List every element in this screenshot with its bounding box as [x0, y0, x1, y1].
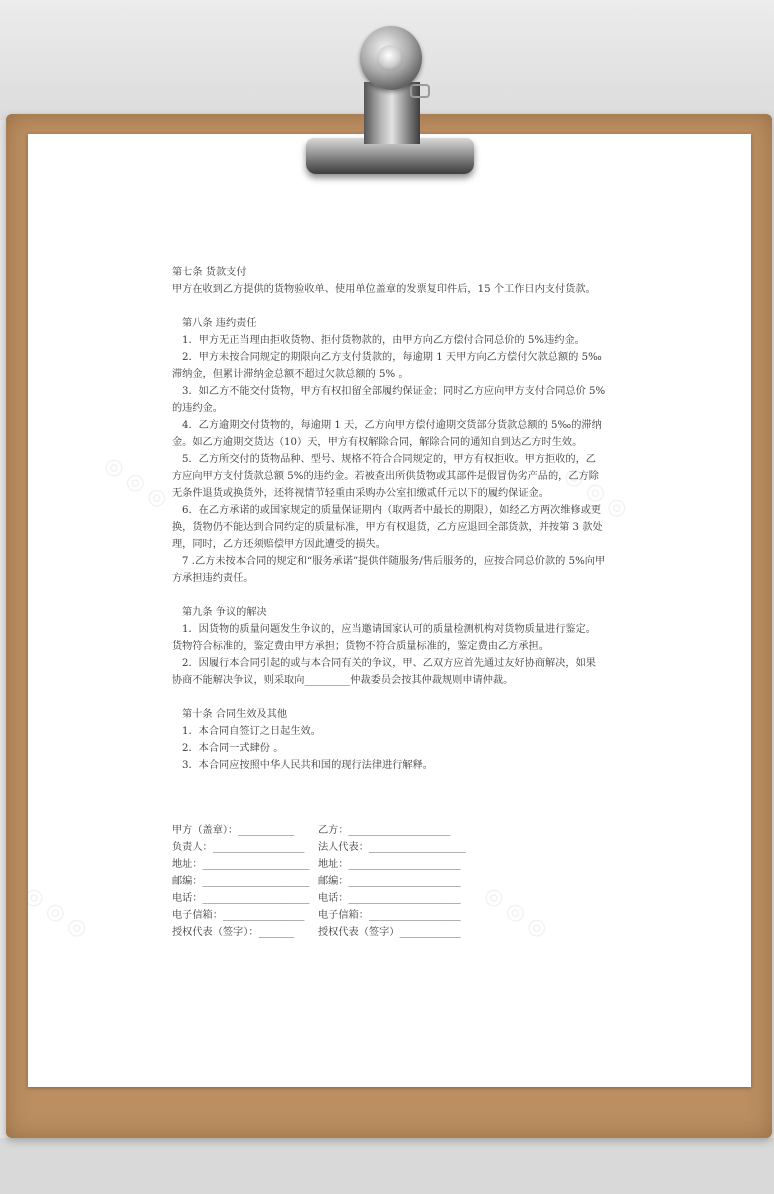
signature-row [172, 856, 606, 873]
party-b-phone-field: 电话：______________________ [318, 893, 461, 904]
article8-title: 第八条 违约责任 [182, 318, 257, 329]
party-b-address-field: 地址：______________________ [318, 859, 461, 870]
watermark-mark: ◎ ◎ ◎ [479, 881, 553, 944]
party-b-field: 乙方：____________________ [318, 825, 451, 836]
clip-hole [377, 45, 403, 71]
party-a-authorized-signature-field: 授权代表（签字）：_______ [172, 927, 295, 938]
article8-line: 2．甲方未按合同规定的期限向乙方支付货款的，每逾期 1 天甲方向乙方偿付欠款总额的 5‰滞纳金，但累计滞纳金总额不超过欠款总额的 5% 。 [172, 352, 602, 380]
party-a-seal-field: 甲方（盖章）：___________ [172, 825, 295, 836]
watermark-mark: ◎ ◎ ◎ [19, 881, 93, 944]
watermark-mark: ◎ ◎ ◎ [559, 461, 633, 524]
background-floor [0, 1138, 774, 1194]
article7-title: 第七条 货款支付 [172, 267, 247, 278]
party-b-authorized-signature-field: 授权代表（签字）____________ [318, 927, 461, 938]
article7-line: 甲方在收到乙方提供的货物验收单、使用单位盖章的发票复印件后，15 个工作日内支付货款。 [172, 284, 596, 295]
article8-line: 1．甲方无正当理由拒收货物、拒付货物款的，由甲方向乙方偿付合同总价的 5%违约金。 [182, 335, 585, 346]
party-b-email-field: 电子信箱：__________________ [318, 910, 461, 921]
signature-row [172, 890, 606, 907]
article10-title: 第十条 合同生效及其他 [182, 709, 288, 720]
article10-line: 2．本合同一式肆份 。 [182, 743, 284, 754]
article8-line: 6．在乙方承诺的或国家规定的质量保证期内（取两者中最长的期限），如经乙方两次维修或更换，货物仍不能达到合同约定的质量标准，甲方有权退货，乙方应退回全部货款，并按第 3 款处理，同时，乙方还须赔偿甲方因此遭受的损失。 [172, 505, 603, 550]
signature-row [172, 839, 606, 856]
article9-line: 1．因货物的质量问题发生争议的，应当邀请国家认可的质量检测机构对货物质量进行鉴定。货物符合标准的，鉴定费由甲方承担；货物不符合质量标准的，鉴定费由乙方承担。 [172, 624, 596, 652]
party-a-postcode-field: 邮编：_____________________ [172, 876, 310, 887]
article8-line: 7 .乙方未按本合同的规定和“服务承诺”提供伴随服务/售后服务的，应按合同总价款的 5%向甲方承担违约责任。 [172, 556, 606, 584]
article9-line: 2．因履行本合同引起的或与本合同有关的争议，甲、乙双方应首先通过友好协商解决，如果协商不能解决争议，则采取向_________仲裁委员会按其仲裁规则申请仲裁。 [172, 658, 596, 686]
signature-row [172, 822, 606, 839]
contract-text [172, 264, 606, 941]
article8-line: 4．乙方逾期交付货物的，每逾期 1 天，乙方向甲方偿付逾期交货部分货款总额的 5‰的滞纳金。如乙方逾期交货达（10）天，甲方有权解除合同，解除合同的通知自到达乙方时生效。 [172, 420, 602, 448]
party-b-postcode-field: 邮编：______________________ [318, 876, 461, 887]
party-a-email-field: 电子信箱：________________ [172, 910, 305, 921]
responsible-person-field: 负责人：__________________ [172, 842, 305, 853]
watermark-mark: ◎ ◎ ◎ [99, 451, 173, 514]
article8-line: 5．乙方所交付的货物品种、型号、规格不符合合同规定的，甲方有权拒收。甲方拒收的，乙方应向甲方支付货款总额 5%的违约金。若被查出所供货物或其部件是假冒伪劣产品的，乙方除无条件退货或换货外，还将视情节轻重由采购办公室扣缴贰仟元以下的履约保证金。 [172, 454, 599, 499]
signature-row [172, 873, 606, 890]
party-a-phone-field: 电话：_____________________ [172, 893, 310, 904]
article8-line: 3．如乙方不能交付货物，甲方有权扣留全部履约保证金；同时乙方应向甲方支付合同总价 5%的违约金。 [172, 386, 606, 414]
article10-line: 1．本合同自签订之日起生效。 [182, 726, 321, 737]
legal-representative-field: 法人代表：___________________ [318, 842, 466, 853]
article10-line: 3．本合同应按照中华人民共和国的现行法律进行解释。 [182, 760, 433, 771]
party-a-address-field: 地址：_____________________ [172, 859, 310, 870]
clip-hinge [410, 84, 430, 98]
article9-title: 第九条 争议的解决 [182, 607, 267, 618]
